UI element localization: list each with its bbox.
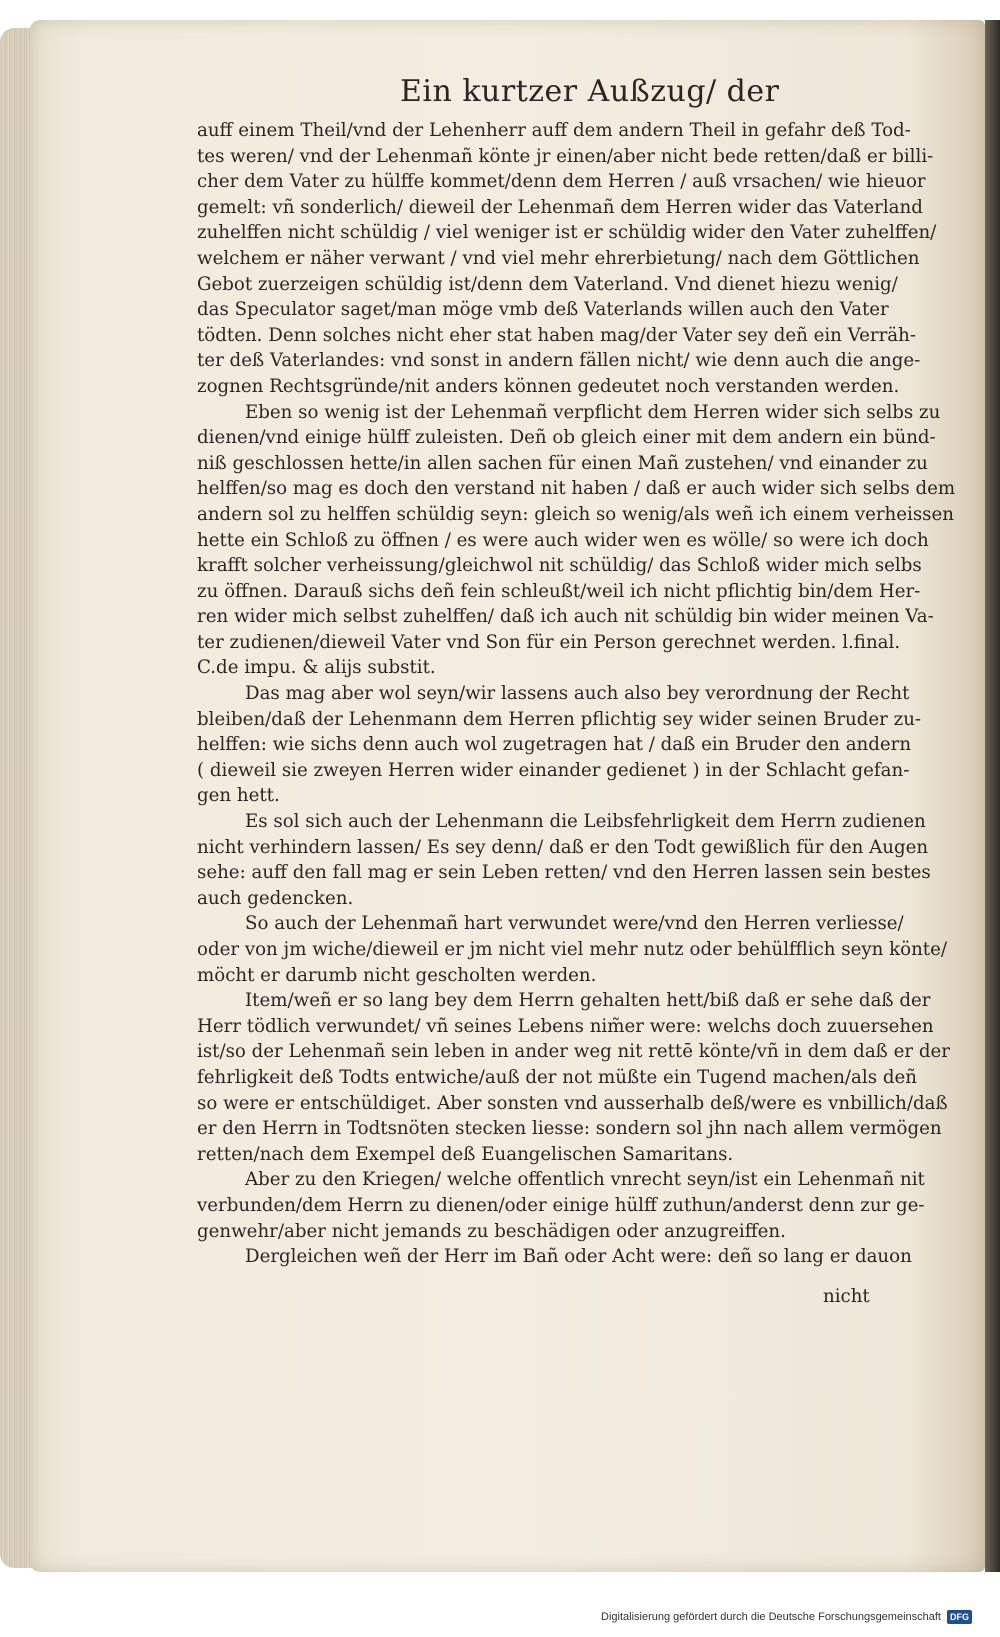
text-line: fehrligkeit deß Todts entwiche/auß der not müßte ein Tugend machen/als deñ	[197, 1066, 917, 1088]
text-line: auff einem Theil/vnd der Lehenherr auff dem andern Theil in gefahr deß Tod-	[197, 120, 911, 141]
text-line: Herr tödlich verwundet/ vñ seines Lebens nim̃er were: welchs doch zuuersehen	[197, 1015, 934, 1037]
text-line: C.de impu. & alijs substit.	[197, 657, 436, 679]
text-line: Aber zu den Kriegen/ welche offentlich vnrecht seyn/ist ein Lehenmañ nit	[245, 1169, 925, 1191]
text-line: verbunden/dem Herrn zu dienen/oder einige hülff zuthun/anderst denn zur ge-	[197, 1194, 925, 1216]
text-line: helffen: wie sichs denn auch wol zugetragen hat / daß ein Bruder den andern	[197, 734, 912, 756]
text-line: andern sol zu helffen schüldig seyn: gleich so wenig/als weñ ich einem verheissen	[197, 503, 954, 525]
text-line: gemelt: vñ sonderlich/ dieweil der Lehenmañ dem Herren wider das Vaterland	[197, 196, 923, 218]
text-line: So auch der Lehenmañ hart verwundet were/vnd den Herren verliesse/	[245, 913, 904, 935]
text-line: sehe: auff den fall mag er sein Leben retten/ vnd den Herren lassen sein bestes	[197, 862, 931, 884]
text-line: krafft solcher verheissung/gleichwol nit schüldig/ das Schloß wider mich selbs	[197, 555, 922, 577]
text-line: ter zudienen/dieweil Vater vnd Son für ein Person gerechnet werden. l.final.	[197, 631, 901, 653]
text-line: welchem er näher verwant / vnd viel mehr ehrerbietung/ nach dem Göttlichen	[197, 247, 920, 269]
text-line: genwehr/aber nicht jemands zu beschädigen oder anzugreiffen.	[197, 1220, 786, 1242]
text-line: zu öffnen. Darauß sichs deñ fein schleußt/weil ich nicht pflichtig bin/dem Her-	[197, 580, 921, 602]
book-spine	[985, 20, 1000, 1572]
text-line: cher dem Vater zu hülffe kommet/denn dem Herren / auß vrsachen/ wie hieuor	[197, 171, 926, 193]
funding-note: Digitalisierung gefördert durch die Deutsche Forschungsgemeinschaft	[601, 1611, 941, 1623]
text-line: Dergleichen weñ der Herr im Bañ oder Acht were: deñ so lang er dauon	[245, 1246, 912, 1268]
text-line: helffen/so mag es doch den verstand nit haben / daß er auch wider sich selbs dem	[197, 478, 956, 500]
text-line: Item/weñ er so lang bey dem Herrn gehalten hett/biß daß er sehe daß der	[245, 990, 931, 1012]
text-line: er den Herrn in Todtsnöten stecken liesse: sondern sol jhn nach allem vermögen	[197, 1118, 942, 1140]
text-line: möcht er darumb nicht gescholten werden.	[197, 964, 597, 986]
text-line: Das mag aber wol seyn/wir lassens auch also bey verordnung der Recht	[245, 683, 910, 705]
body-text	[197, 118, 956, 1270]
text-line: tes weren/ vnd der Lehenmañ könte jr einen/aber nicht bede retten/daß er billi-	[197, 145, 934, 167]
text-line: niß geschlossen hette/in allen sachen für einen Mañ zustehen/ vnd einander zu	[197, 452, 928, 474]
digitization-footer	[601, 1607, 972, 1627]
text-line: hette ein Schloß zu öffnen / es were auch wider wen es wölle/ so were ich doch	[197, 529, 929, 551]
text-line: tödten. Denn solches nicht eher stat haben mag/der Vater sey deñ ein Verräh-	[197, 324, 916, 346]
text-line: oder von jm wiche/dieweil er jm nicht viel mehr nutz oder behülfflich seyn könte/	[197, 939, 948, 960]
text-line: Gebot zuerzeigen schüldig ist/denn dem Vaterland. Vnd dienet hiezu wenig/	[197, 273, 898, 295]
text-line: Eben so wenig ist der Lehenmañ verpflicht dem Herren wider sich selbs zu	[245, 401, 941, 423]
text-line: nicht verhindern lassen/ Es sey denn/ daß er den Todt gewißlich für den Augen	[197, 836, 929, 858]
running-head: Ein kurtzer Außzug/ der	[400, 74, 780, 109]
dfg-logo-icon: DFG	[947, 1610, 972, 1624]
text-line: zuhelffen nicht schüldig / viel weniger ist er schüldig wider den Vater zuhelffen/	[197, 222, 937, 244]
text-line: ( dieweil sie zweyen Herren wider einander gedienet ) in der Schlacht gefan-	[197, 759, 910, 781]
text-line: das Speculator saget/man möge vmb deß Vaterlands willen auch den Vater	[197, 299, 889, 321]
text-line: so were er entschüldiget. Aber sonsten vnd ausserhalb deß/were es vnbillich/daß	[197, 1092, 948, 1114]
text-line: auch gedencken.	[197, 887, 354, 909]
text-line: Es sol sich auch der Lehenmann die Leibsfehrligkeit dem Herrn zudienen	[245, 811, 926, 833]
catchword: nicht	[823, 1286, 870, 1307]
text-line: gen hett.	[197, 785, 280, 807]
text-line: dienen/vnd einige hülff zuleisten. Deñ ob gleich einer mit dem andern ein bünd-	[197, 427, 936, 449]
text-line: ter deß Vaterlandes: vnd sonst in andern fällen nicht/ wie denn auch die ange-	[197, 350, 921, 372]
text-line: bleiben/daß der Lehenmann dem Herren pflichtig sey wider seinen Bruder zu-	[197, 708, 922, 730]
text-line: ist/so der Lehenmañ sein leben in ander weg nit rettē könte/vñ in dem daß er der	[197, 1041, 950, 1063]
text-line: ren wider mich selbst zuhelffen/ daß ich auch nit schüldig bin wider meinen Va-	[197, 606, 934, 628]
text-line: zognen Rechtsgründe/nit anders können gedeutet noch verstanden werden.	[197, 375, 900, 397]
text-line: retten/nach dem Exempel deß Euangelischen Samaritans.	[197, 1143, 734, 1165]
